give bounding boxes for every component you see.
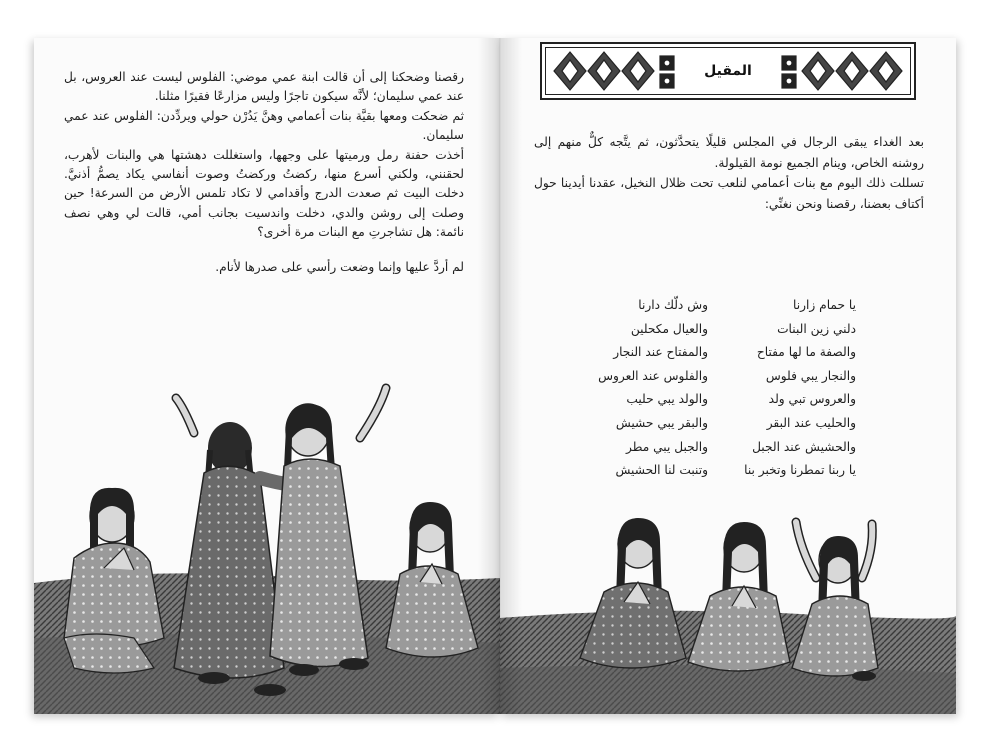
poem-line: دلني زين البنات [777, 321, 856, 336]
poem-line: والحشيش عند الجبل [752, 439, 856, 454]
poem-line: والولد يبي حليب [626, 392, 708, 407]
ornament-left-icon [550, 48, 680, 94]
left-page [34, 38, 500, 714]
chapter-title: المقيل [704, 63, 752, 79]
poem-line: والفلوس عند العروس [598, 368, 708, 383]
paragraph: ثم ضحكت ومعها بقيَّة بنات أعمامي وهنَّ يَدُرْن حولي ويردِّدن: الفلوس عند عمي سليمان. [64, 108, 464, 143]
poem-line: والعيال مكحلين [630, 321, 708, 336]
poem-line: والجبل يبي مطر [626, 439, 708, 454]
illustration-sitting-girls [500, 468, 956, 714]
poem-line: والبقر يبي حشيش [615, 415, 708, 430]
poem-line: وتنبت لنا الحشيش [615, 463, 708, 478]
poem-line: والحليب عند البقر [766, 415, 856, 430]
poem-first-half [716, 294, 856, 483]
right-page-text [534, 132, 924, 214]
poem-line: يا حمام زارنا [793, 298, 856, 312]
right-page [500, 38, 956, 714]
poem-line: يا ربنا تمطرنا وتخبر بنا [744, 463, 856, 478]
closing-paragraph: لم أردَّ عليها وإنما وضعت رأسي على صدرها لأنام. [215, 259, 464, 274]
illustration-dancing-girls [34, 338, 500, 714]
paragraph: بعد الغداء يبقى الرجال في المجلس قليلًا يتحدَّثون، ثم يتَّجه كلٌّ منهم إلى روشنه الخاص، وينام الجميع نومة القيلولة. [534, 135, 924, 170]
poem-line: وش دلّك دارنا [638, 298, 708, 312]
paragraph: تسللت ذلك اليوم مع بنات أعمامي لنلعب تحت ظلال النخيل، عقدنا أيدينا حول أكتاف بعضنا، رقصنا ونحن نغنِّي: [534, 176, 924, 211]
poem-line: والعروس تبي ولد [768, 392, 856, 407]
paragraph: أخذت حفنة رمل ورميتها على وجهها، واستغللت دهشتها هي والبنات لأهرب، لحقنني، ولكني أسرع منها، ركضتُ وركضتُ وصوت أنفاسي يكاد يصمُّ أذنيَّ. دخلت البيت ثم صعدت الدرج وأقدامي لا تكاد تلمس الأرض من السرعة! حين وصلت إلى روشن والدي، دخلت واندسيت بجانب أمي، قالت لي وهي نصف نائمة: هل تشاجرتِ مع البنات مرة أخرى؟ [64, 147, 464, 240]
left-page-text [64, 68, 464, 277]
poem-second-half [568, 294, 708, 483]
ornament-right-icon [776, 48, 906, 94]
poem-line: والمفتاح عند النجار [613, 345, 708, 360]
poem-line: والنجار يبي فلوس [765, 368, 856, 383]
poem-line: والصفة ما لها مفتاح [756, 345, 856, 360]
chapter-banner [540, 42, 916, 100]
paragraph: رقصنا وضحكنا إلى أن قالت ابنة عمي موضي: الفلوس ليست عند العروس، بل عند عمي سليمان؛ لأنَّه سيكون تاجرًا وليس مزارعًا فقيرًا مثلنا. [64, 70, 464, 104]
